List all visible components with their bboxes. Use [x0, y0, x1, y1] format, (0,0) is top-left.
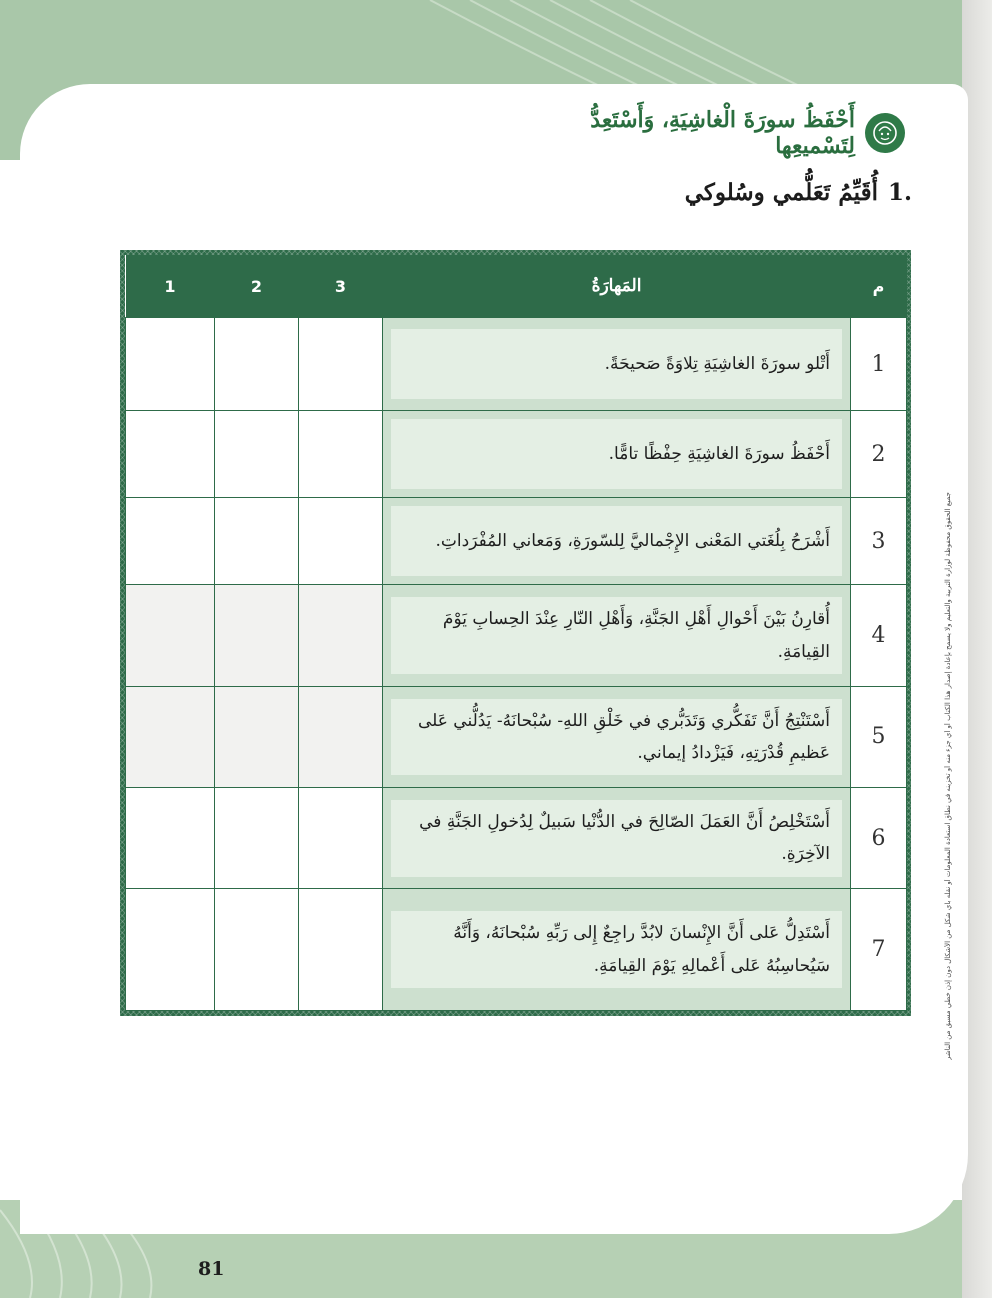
skill-text: أَسْتَدِلُّ عَلى أَنَّ الإِنْسانَ لابُدَّ راجِعٌ إِلى رَبِّهِ سُبْحانَهُ، وَأَنَّهُ سَيُحاسِبُهُ عَلى أَعْمالِهِ يَوْمَ القِيامَةِ. — [391, 911, 842, 988]
skill-text: أَسْتَنْتِجُ أَنَّ تَفَكُّري وَتَدَبُّري في خَلْقِ اللهِ- سُبْحانَهُ- يَدُلُّني عَلى عَظيمِ قُدْرَتِهِ، فَيَزْدادُ إيماني. — [391, 699, 842, 776]
rating-2-cell[interactable] — [215, 318, 299, 411]
rating-1-cell[interactable] — [126, 318, 215, 411]
row-number: 6 — [851, 788, 907, 889]
rating-3-cell[interactable] — [299, 889, 383, 1011]
skill-cell — [383, 498, 851, 585]
skill-cell — [383, 411, 851, 498]
header-rating-3: 3 — [299, 255, 383, 318]
lesson-title: أَحْفَظُ سورَةَ الْغاشِيَةِ، وَأَسْتَعِدُّ لِتَسْميعِها — [590, 107, 855, 159]
rating-2-cell[interactable] — [215, 411, 299, 498]
self-assessment-table — [125, 255, 907, 1011]
self-assessment-table-frame — [120, 250, 911, 1016]
table-row — [126, 318, 907, 411]
skill-cell — [383, 686, 851, 787]
rating-2-cell[interactable] — [215, 788, 299, 889]
row-number: 5 — [851, 686, 907, 787]
skill-text: أُقارِنُ بَيْنَ أَحْوالِ أَهْلِ الجَنَّةِ، وَأَهْلِ النّارِ عِنْدَ الحِسابِ يَوْمَ القِيامَةِ. — [391, 597, 842, 674]
rating-3-cell[interactable] — [299, 585, 383, 686]
rating-1-cell[interactable] — [126, 411, 215, 498]
header-rating-2: 2 — [215, 255, 299, 318]
rating-2-cell[interactable] — [215, 498, 299, 585]
row-number: 4 — [851, 585, 907, 686]
row-number: 2 — [851, 411, 907, 498]
table-row — [126, 498, 907, 585]
rating-1-cell[interactable] — [126, 686, 215, 787]
lesson-heading — [520, 107, 905, 159]
section-number: 1. — [887, 178, 912, 206]
table-row — [126, 686, 907, 787]
row-number: 3 — [851, 498, 907, 585]
rating-1-cell[interactable] — [126, 788, 215, 889]
rating-3-cell[interactable] — [299, 686, 383, 787]
skill-cell — [383, 585, 851, 686]
rating-1-cell[interactable] — [126, 889, 215, 1011]
table-header-row — [126, 255, 907, 318]
table-row — [126, 889, 907, 1011]
row-number: 7 — [851, 889, 907, 1011]
skill-text: أَحْفَظُ سورَةَ الغاشِيَةِ حِفْظًا تامًّا. — [391, 419, 842, 489]
table-row — [126, 411, 907, 498]
table-row — [126, 585, 907, 686]
skill-cell — [383, 318, 851, 411]
rating-2-cell[interactable] — [215, 889, 299, 1011]
skill-text: أَشْرَحُ بِلُغَتي المَعْنى الإِجْماليَّ لِلسّورَةِ، وَمَعاني المُفْرَداتِ. — [391, 506, 842, 576]
rating-2-cell[interactable] — [215, 686, 299, 787]
rating-3-cell[interactable] — [299, 788, 383, 889]
skill-text: أَتْلو سورَةَ الغاشِيَةِ تِلاوَةً صَحيحَةً. — [391, 329, 842, 399]
rating-1-cell[interactable] — [126, 585, 215, 686]
skill-cell — [383, 889, 851, 1011]
rating-3-cell[interactable] — [299, 411, 383, 498]
header-rating-1: 1 — [126, 255, 215, 318]
rating-3-cell[interactable] — [299, 318, 383, 411]
table-row — [126, 788, 907, 889]
row-number: 1 — [851, 318, 907, 411]
header-skill: المَهارَةُ — [383, 255, 851, 318]
skill-text: أَسْتَخْلِصُ أَنَّ العَمَلَ الصّالِحَ في الدُّنْيا سَبيلٌ لِدُخولِ الجَنَّةِ في الآخِرَةِ. — [391, 800, 842, 877]
section-title: أُقَيِّمُ تَعَلُّمي وسُلوكي — [684, 178, 878, 206]
section-heading — [620, 172, 912, 212]
skill-cell — [383, 788, 851, 889]
copyright-note: جميع الحقوق محفوظة لوزارة التربية والتعليم ولا يسمح بإعادة إصدار هذا الكتاب أو أي جزء منه أو تخزينه في نطاق استعادة المعلومات أو نقله بأي شكل من الأشكال دون إذن خطي مسبق من الناشر — [944, 491, 952, 1060]
rating-3-cell[interactable] — [299, 498, 383, 585]
header-index: م — [851, 255, 907, 318]
brain-head-icon — [865, 113, 905, 153]
rating-2-cell[interactable] — [215, 585, 299, 686]
rating-1-cell[interactable] — [126, 498, 215, 585]
page-number: 81 — [198, 1258, 225, 1280]
